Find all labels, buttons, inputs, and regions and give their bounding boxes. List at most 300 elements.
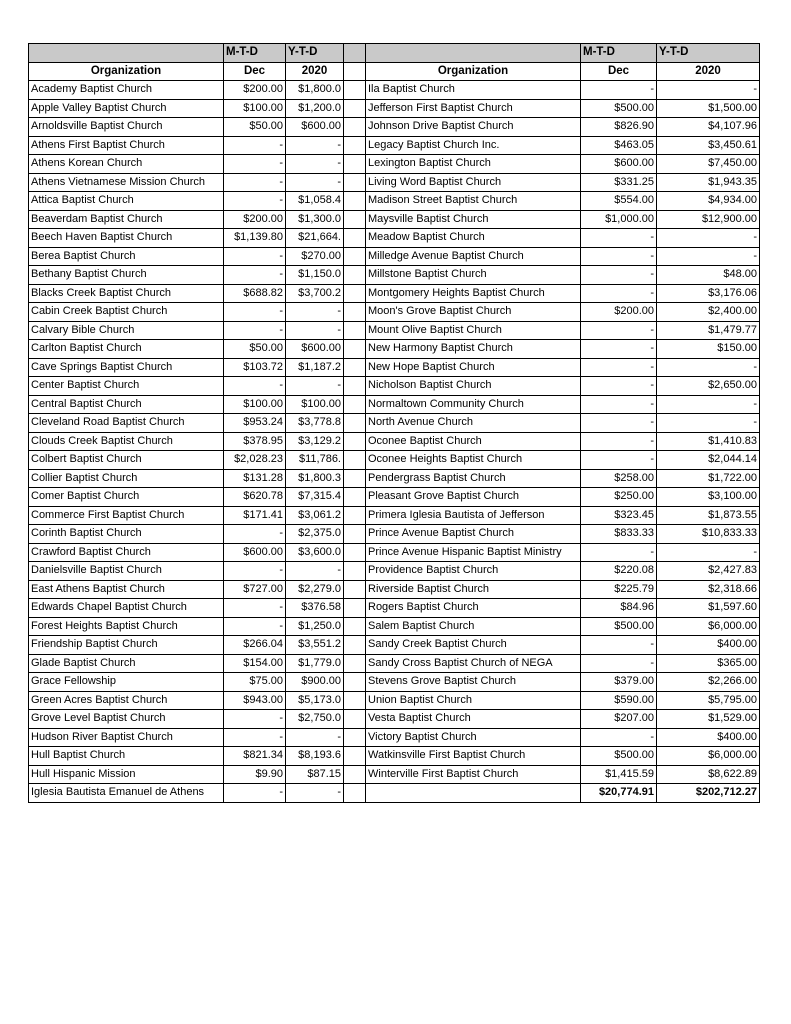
ytd-amount: $2,266.00	[657, 673, 760, 692]
mtd-amount: $833.33	[581, 525, 657, 544]
organization-name: Living Word Baptist Church	[366, 173, 581, 192]
organization-name: Hull Baptist Church	[29, 747, 224, 766]
organization-name: Corinth Baptist Church	[29, 525, 224, 544]
mtd-amount: $554.00	[581, 192, 657, 211]
mtd-amount: -	[581, 358, 657, 377]
organization-name: Nicholson Baptist Church	[366, 377, 581, 396]
gap-cell	[344, 691, 366, 710]
mtd-amount: -	[224, 155, 286, 174]
organization-name: New Hope Baptist Church	[366, 358, 581, 377]
organization-name: New Harmony Baptist Church	[366, 340, 581, 359]
mtd-amount: -	[581, 636, 657, 655]
organization-name: Grace Fellowship	[29, 673, 224, 692]
ytd-amount: $900.00	[286, 673, 344, 692]
gap-cell	[344, 81, 366, 100]
ytd-amount: $365.00	[657, 654, 760, 673]
ytd-amount: -	[657, 229, 760, 248]
mtd-amount: $171.41	[224, 506, 286, 525]
table-row	[29, 599, 760, 618]
organization-name: Sandy Cross Baptist Church of NEGA	[366, 654, 581, 673]
mtd-amount: -	[581, 432, 657, 451]
header-row-bottom	[29, 62, 760, 81]
organization-name: Carlton Baptist Church	[29, 340, 224, 359]
mtd-amount: $821.34	[224, 747, 286, 766]
organization-name: Green Acres Baptist Church	[29, 691, 224, 710]
organization-name: Pendergrass Baptist Church	[366, 469, 581, 488]
gap-cell	[344, 562, 366, 581]
header-blank-right	[366, 44, 581, 63]
mtd-amount: $200.00	[224, 210, 286, 229]
gap-cell	[344, 118, 366, 137]
gap-cell	[344, 728, 366, 747]
ytd-amount: $1,722.00	[657, 469, 760, 488]
organization-name: Montgomery Heights Baptist Church	[366, 284, 581, 303]
mtd-amount: $103.72	[224, 358, 286, 377]
table-row	[29, 525, 760, 544]
organization-name: Berea Baptist Church	[29, 247, 224, 266]
mtd-amount: -	[581, 229, 657, 248]
table-row	[29, 192, 760, 211]
mtd-amount: -	[581, 321, 657, 340]
gap-cell	[344, 654, 366, 673]
mtd-amount: $500.00	[581, 617, 657, 636]
organization-name: Jefferson First Baptist Church	[366, 99, 581, 118]
mtd-amount: -	[581, 414, 657, 433]
table-row	[29, 321, 760, 340]
mtd-amount: $600.00	[224, 543, 286, 562]
organization-name: Central Baptist Church	[29, 395, 224, 414]
ytd-amount: $87.15	[286, 765, 344, 784]
organization-name: Danielsville Baptist Church	[29, 562, 224, 581]
table-row	[29, 118, 760, 137]
mtd-amount: $225.79	[581, 580, 657, 599]
mtd-amount: $378.95	[224, 432, 286, 451]
gap-cell	[344, 173, 366, 192]
ytd-amount: $8,193.6	[286, 747, 344, 766]
table-row	[29, 728, 760, 747]
mtd-amount: $9.90	[224, 765, 286, 784]
mtd-amount: -	[581, 340, 657, 359]
gap-cell	[344, 710, 366, 729]
organization-name: Attica Baptist Church	[29, 192, 224, 211]
gap-cell	[344, 488, 366, 507]
table-row	[29, 469, 760, 488]
mtd-amount: $75.00	[224, 673, 286, 692]
gap-cell	[344, 414, 366, 433]
ytd-amount: -	[286, 562, 344, 581]
year-header-left: 2020	[286, 62, 344, 81]
gap-cell	[344, 673, 366, 692]
organization-name: Oconee Heights Baptist Church	[366, 451, 581, 470]
gap-cell	[344, 210, 366, 229]
ytd-amount: $2,318.66	[657, 580, 760, 599]
organization-name: Athens Vietnamese Mission Church	[29, 173, 224, 192]
mtd-amount: -	[224, 562, 286, 581]
ytd-amount: $600.00	[286, 340, 344, 359]
mtd-amount: -	[224, 321, 286, 340]
mtd-amount: $100.00	[224, 395, 286, 414]
table-row	[29, 765, 760, 784]
ytd-amount: $5,173.0	[286, 691, 344, 710]
ytd-amount: $1,779.0	[286, 654, 344, 673]
mtd-amount: -	[581, 654, 657, 673]
organization-name: Glade Baptist Church	[29, 654, 224, 673]
gap-cell	[344, 284, 366, 303]
ytd-amount: $10,833.33	[657, 525, 760, 544]
gap-cell	[344, 747, 366, 766]
gap-cell	[344, 99, 366, 118]
organization-name: Crawford Baptist Church	[29, 543, 224, 562]
organization-name: Mount Olive Baptist Church	[366, 321, 581, 340]
mtd-amount: -	[224, 192, 286, 211]
gap-cell	[344, 358, 366, 377]
gap-cell	[344, 525, 366, 544]
organization-name: Cave Springs Baptist Church	[29, 358, 224, 377]
ytd-amount: $400.00	[657, 728, 760, 747]
mtd-header-left: M-T-D	[224, 44, 286, 63]
mtd-amount: -	[581, 451, 657, 470]
ytd-header-left: Y-T-D	[286, 44, 344, 63]
mtd-amount: $207.00	[581, 710, 657, 729]
organization-name: Oconee Baptist Church	[366, 432, 581, 451]
organization-name: Blacks Creek Baptist Church	[29, 284, 224, 303]
ytd-amount: $1,410.83	[657, 432, 760, 451]
organization-name: Moon's Grove Baptist Church	[366, 303, 581, 322]
organization-name: Beaverdam Baptist Church	[29, 210, 224, 229]
organization-name: Union Baptist Church	[366, 691, 581, 710]
table-row	[29, 654, 760, 673]
mtd-amount: -	[581, 284, 657, 303]
organization-name: Rogers Baptist Church	[366, 599, 581, 618]
ytd-amount: $100.00	[286, 395, 344, 414]
organization-name: Meadow Baptist Church	[366, 229, 581, 248]
ytd-amount: -	[286, 784, 344, 803]
ytd-amount: $600.00	[286, 118, 344, 137]
mtd-amount: -	[224, 266, 286, 285]
contributions-sheet	[28, 43, 760, 803]
gap-cell	[344, 765, 366, 784]
ytd-amount: $4,934.00	[657, 192, 760, 211]
organization-name: Grove Level Baptist Church	[29, 710, 224, 729]
mtd-amount: -	[224, 136, 286, 155]
ytd-amount: $3,551.2	[286, 636, 344, 655]
organization-name: Collier Baptist Church	[29, 469, 224, 488]
table-row	[29, 432, 760, 451]
ytd-amount: $1,479.77	[657, 321, 760, 340]
mtd-amount: $953.24	[224, 414, 286, 433]
mtd-amount: $500.00	[581, 747, 657, 766]
organization-name: Sandy Creek Baptist Church	[366, 636, 581, 655]
organization-name: Prince Avenue Hispanic Baptist Ministry	[366, 543, 581, 562]
organization-name: Calvary Bible Church	[29, 321, 224, 340]
ytd-amount: $48.00	[657, 266, 760, 285]
mtd-amount: $1,415.59	[581, 765, 657, 784]
organization-name: Milledge Avenue Baptist Church	[366, 247, 581, 266]
ytd-amount: -	[657, 543, 760, 562]
year-header-right: 2020	[657, 62, 760, 81]
mtd-amount: -	[224, 599, 286, 618]
organization-name: Forest Heights Baptist Church	[29, 617, 224, 636]
ytd-amount: $7,315.4	[286, 488, 344, 507]
ytd-amount: $376.58	[286, 599, 344, 618]
mtd-amount: $331.25	[581, 173, 657, 192]
organization-name: Athens Korean Church	[29, 155, 224, 174]
organization-name: Arnoldsville Baptist Church	[29, 118, 224, 137]
table-row	[29, 81, 760, 100]
mtd-amount: $688.82	[224, 284, 286, 303]
mtd-amount: -	[581, 266, 657, 285]
mtd-amount: $1,139.80	[224, 229, 286, 248]
ytd-amount: $400.00	[657, 636, 760, 655]
organization-name: Friendship Baptist Church	[29, 636, 224, 655]
gap-cell	[344, 617, 366, 636]
gap-cell	[344, 136, 366, 155]
gap-cell	[344, 303, 366, 322]
mtd-amount: $943.00	[224, 691, 286, 710]
ytd-amount: -	[286, 303, 344, 322]
ytd-amount: $6,000.00	[657, 617, 760, 636]
organization-name: Center Baptist Church	[29, 377, 224, 396]
organization-name: Comer Baptist Church	[29, 488, 224, 507]
table-row	[29, 358, 760, 377]
mtd-amount: -	[224, 617, 286, 636]
ytd-amount: $3,778.8	[286, 414, 344, 433]
ytd-amount: $1,058.4	[286, 192, 344, 211]
gap-cell	[344, 321, 366, 340]
table-row	[29, 284, 760, 303]
mtd-amount: -	[224, 525, 286, 544]
ytd-amount: $2,400.00	[657, 303, 760, 322]
organization-name: Bethany Baptist Church	[29, 266, 224, 285]
mtd-amount: -	[581, 377, 657, 396]
ytd-amount: $2,650.00	[657, 377, 760, 396]
empty-cell	[366, 784, 581, 803]
ytd-amount: $3,100.00	[657, 488, 760, 507]
ytd-amount: -	[657, 395, 760, 414]
gap-cell	[344, 155, 366, 174]
mtd-amount: $600.00	[581, 155, 657, 174]
mtd-amount: $50.00	[224, 340, 286, 359]
ytd-amount: -	[286, 321, 344, 340]
table-row	[29, 451, 760, 470]
gap-cell	[344, 377, 366, 396]
ytd-amount: $3,176.06	[657, 284, 760, 303]
mtd-amount: $100.00	[224, 99, 286, 118]
table-row	[29, 543, 760, 562]
table-row	[29, 673, 760, 692]
gap-cell	[344, 469, 366, 488]
ytd-amount: $1,500.00	[657, 99, 760, 118]
table-row	[29, 99, 760, 118]
ytd-amount: -	[286, 155, 344, 174]
ytd-amount: $8,622.89	[657, 765, 760, 784]
organization-name: Athens First Baptist Church	[29, 136, 224, 155]
table-row	[29, 580, 760, 599]
gap-cell	[344, 580, 366, 599]
mtd-amount: $84.96	[581, 599, 657, 618]
ytd-amount: $1,150.0	[286, 266, 344, 285]
table-row	[29, 266, 760, 285]
mtd-amount: $131.28	[224, 469, 286, 488]
month-header-left: Dec	[224, 62, 286, 81]
organization-name: Pleasant Grove Baptist Church	[366, 488, 581, 507]
mtd-amount: $463.05	[581, 136, 657, 155]
gap-cell	[344, 636, 366, 655]
mtd-amount: -	[224, 303, 286, 322]
mtd-amount: -	[224, 784, 286, 803]
organization-name: Maysville Baptist Church	[366, 210, 581, 229]
organization-name: Prince Avenue Baptist Church	[366, 525, 581, 544]
mtd-amount: $379.00	[581, 673, 657, 692]
gap-cell	[344, 784, 366, 803]
organization-name: Iglesia Bautista Emanuel de Athens	[29, 784, 224, 803]
organization-name: Normaltown Community Church	[366, 395, 581, 414]
ytd-amount: $2,750.0	[286, 710, 344, 729]
table-row	[29, 636, 760, 655]
organization-name: Stevens Grove Baptist Church	[366, 673, 581, 692]
mtd-amount: $50.00	[224, 118, 286, 137]
ytd-amount: $2,044.14	[657, 451, 760, 470]
ytd-amount: -	[657, 358, 760, 377]
table-row	[29, 247, 760, 266]
gap-cell	[344, 247, 366, 266]
mtd-amount: $590.00	[581, 691, 657, 710]
ytd-amount: $3,700.2	[286, 284, 344, 303]
mtd-amount: $258.00	[581, 469, 657, 488]
ytd-amount: -	[286, 377, 344, 396]
organization-name: Cabin Creek Baptist Church	[29, 303, 224, 322]
mtd-amount: $727.00	[224, 580, 286, 599]
ytd-amount: -	[657, 81, 760, 100]
ytd-amount: $7,450.00	[657, 155, 760, 174]
ytd-amount: $6,000.00	[657, 747, 760, 766]
organization-header-left: Organization	[29, 62, 224, 81]
gap-cell	[344, 543, 366, 562]
mtd-amount: -	[224, 377, 286, 396]
table-row	[29, 691, 760, 710]
organization-name: Victory Baptist Church	[366, 728, 581, 747]
table-row	[29, 488, 760, 507]
mtd-amount: -	[224, 710, 286, 729]
mtd-amount: -	[224, 247, 286, 266]
organization-name: Johnson Drive Baptist Church	[366, 118, 581, 137]
mtd-amount: -	[581, 395, 657, 414]
organization-name: Vesta Baptist Church	[366, 710, 581, 729]
mtd-amount: $2,028.23	[224, 451, 286, 470]
organization-name: Edwards Chapel Baptist Church	[29, 599, 224, 618]
organization-name: Riverside Baptist Church	[366, 580, 581, 599]
mtd-amount: $500.00	[581, 99, 657, 118]
total-mtd: $20,774.91	[581, 784, 657, 803]
table-row	[29, 210, 760, 229]
ytd-amount: $11,786.	[286, 451, 344, 470]
mtd-amount: $220.08	[581, 562, 657, 581]
organization-name: Clouds Creek Baptist Church	[29, 432, 224, 451]
table-row	[29, 747, 760, 766]
table-row	[29, 506, 760, 525]
organization-name: Primera Iglesia Bautista of Jefferson	[366, 506, 581, 525]
table-row	[29, 562, 760, 581]
organization-name: Hudson River Baptist Church	[29, 728, 224, 747]
organization-header-right: Organization	[366, 62, 581, 81]
mtd-amount: -	[224, 173, 286, 192]
ytd-amount: -	[286, 136, 344, 155]
gap-cell	[344, 432, 366, 451]
ytd-amount: $21,664.	[286, 229, 344, 248]
ytd-amount: $1,187.2	[286, 358, 344, 377]
contributions-table	[28, 43, 760, 803]
mtd-amount: $266.04	[224, 636, 286, 655]
ytd-amount: $3,061.2	[286, 506, 344, 525]
ytd-amount: $2,375.0	[286, 525, 344, 544]
table-row	[29, 155, 760, 174]
mtd-header-right: M-T-D	[581, 44, 657, 63]
ytd-amount: $3,129.2	[286, 432, 344, 451]
ytd-amount: -	[286, 173, 344, 192]
organization-name: North Avenue Church	[366, 414, 581, 433]
ytd-amount: $12,900.00	[657, 210, 760, 229]
organization-name: Millstone Baptist Church	[366, 266, 581, 285]
ytd-amount: $150.00	[657, 340, 760, 359]
organization-name: Madison Street Baptist Church	[366, 192, 581, 211]
organization-name: Salem Baptist Church	[366, 617, 581, 636]
mtd-amount: -	[581, 728, 657, 747]
mtd-amount: $200.00	[224, 81, 286, 100]
table-row	[29, 617, 760, 636]
gap-cell	[344, 266, 366, 285]
mtd-amount: $323.45	[581, 506, 657, 525]
ytd-amount: $2,427.83	[657, 562, 760, 581]
ytd-amount: $1,300.0	[286, 210, 344, 229]
gap-cell	[344, 340, 366, 359]
organization-name: Ila Baptist Church	[366, 81, 581, 100]
ytd-amount: $3,600.0	[286, 543, 344, 562]
header-blank-left	[29, 44, 224, 63]
table-row	[29, 784, 760, 803]
organization-name: Academy Baptist Church	[29, 81, 224, 100]
ytd-amount: $1,800.3	[286, 469, 344, 488]
mtd-amount: $1,000.00	[581, 210, 657, 229]
organization-name: Winterville First Baptist Church	[366, 765, 581, 784]
ytd-amount: -	[657, 247, 760, 266]
organization-name: Apple Valley Baptist Church	[29, 99, 224, 118]
organization-name: Beech Haven Baptist Church	[29, 229, 224, 248]
organization-name: Legacy Baptist Church Inc.	[366, 136, 581, 155]
gap-cell	[344, 229, 366, 248]
gap-cell	[344, 599, 366, 618]
mtd-amount: $200.00	[581, 303, 657, 322]
organization-name: Providence Baptist Church	[366, 562, 581, 581]
organization-name: Watkinsville First Baptist Church	[366, 747, 581, 766]
table-row	[29, 414, 760, 433]
ytd-amount: $4,107.96	[657, 118, 760, 137]
organization-name: Cleveland Road Baptist Church	[29, 414, 224, 433]
ytd-amount: -	[657, 414, 760, 433]
ytd-header-right: Y-T-D	[657, 44, 760, 63]
ytd-amount: $1,250.0	[286, 617, 344, 636]
ytd-amount: $1,873.55	[657, 506, 760, 525]
table-row	[29, 395, 760, 414]
ytd-amount: $270.00	[286, 247, 344, 266]
mtd-amount: $250.00	[581, 488, 657, 507]
header-gap	[344, 44, 366, 63]
organization-name: East Athens Baptist Church	[29, 580, 224, 599]
mtd-amount: $154.00	[224, 654, 286, 673]
gap-cell	[344, 395, 366, 414]
gap-cell	[344, 451, 366, 470]
mtd-amount: -	[581, 247, 657, 266]
table-row	[29, 710, 760, 729]
